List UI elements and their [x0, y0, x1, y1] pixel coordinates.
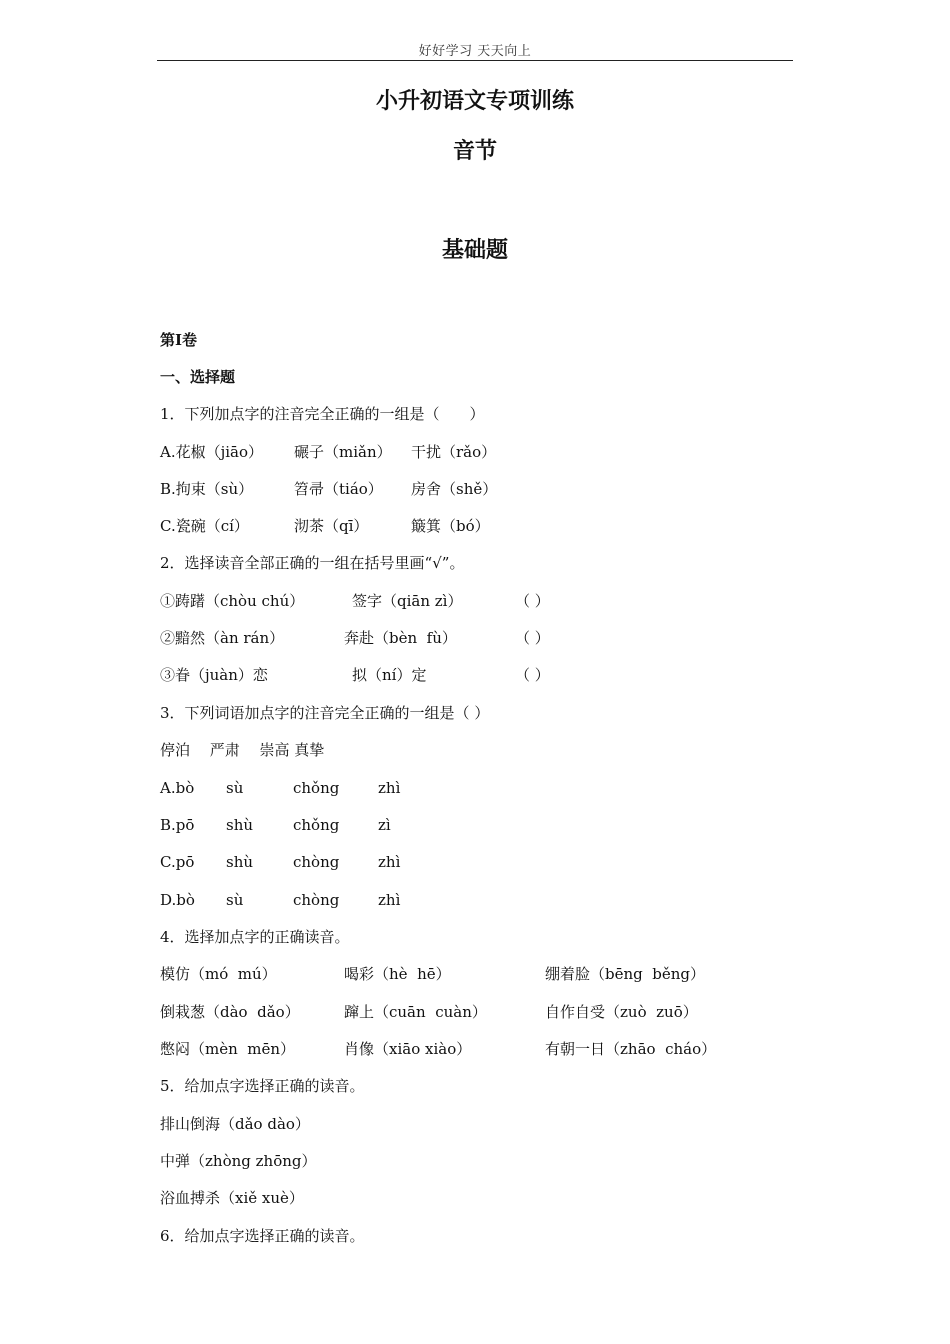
q3-option-a-1: A.bò [160, 779, 195, 797]
q4-r1-c2: 喝彩（hè hē） [344, 965, 451, 983]
q2-row2-word1: ②黯然（àn rán） [160, 629, 285, 647]
q2-stem: 2．选择读音全部正确的一组在括号里画“√”。 [160, 554, 465, 572]
q3-option-c-3: chòng [293, 853, 340, 871]
volume-label: 第Ⅰ卷 [160, 331, 198, 349]
q3-option-a-4: zhì [378, 779, 401, 797]
q4-r2-c3: 自作自受（zuò zuō） [545, 1003, 698, 1021]
q1-option-b-3: 房舍（shě） [411, 480, 498, 498]
q3-words: 停泊 严肃 崇高 真挚 [160, 741, 325, 759]
q3-option-a-2: sù [226, 779, 244, 797]
q2-row3-blank[interactable]: （ ） [515, 666, 550, 684]
q5-item-1: 排山倒海（dǎo dào） [160, 1115, 310, 1133]
q2-row1-word1: ①踌躇（chòu chú） [160, 592, 305, 610]
q4-r3-c2: 肖像（xiāo xiào） [344, 1040, 472, 1058]
q2-row3-word1: ③眷（juàn）恋 [160, 666, 268, 684]
q4-r2-c1: 倒栽葱（dào dǎo） [160, 1003, 300, 1021]
doc-title: 小升初语文专项训练 [375, 88, 574, 114]
q3-stem: 3．下列词语加点字的注音完全正确的一组是（ ） [160, 704, 490, 722]
part-heading: 一、选择题 [160, 368, 236, 386]
q5-item-2: 中弹（zhòng zhōng） [160, 1152, 317, 1170]
q1-option-c-3: 簸箕（bó） [411, 517, 490, 535]
q3-option-c-2: shù [226, 853, 254, 871]
q3-option-d-2: sù [226, 891, 244, 909]
q4-stem: 4．选择加点字的正确读音。 [160, 928, 350, 946]
q1-stem: 1．下列加点字的注音完全正确的一组是（ ） [160, 405, 485, 423]
q3-option-c-4: zhì [378, 853, 401, 871]
q2-row1-blank[interactable]: （ ） [515, 592, 550, 610]
q1-option-a-1: A.花椒（jiāo） [160, 443, 264, 461]
q4-r1-c3: 绷着脸（bēng běng） [545, 965, 706, 983]
q3-option-a-3: chǒng [293, 779, 340, 797]
q3-option-d-4: zhì [378, 891, 401, 909]
q4-r1-c1: 模仿（mó mú） [160, 965, 277, 983]
q3-option-d-1: D.bò [160, 891, 195, 909]
q2-row3-word2: 拟（ní）定 [352, 666, 427, 684]
q1-option-a-2: 碾子（miǎn） [294, 443, 392, 461]
q2-row1-word2: 签字（qiān zì） [352, 592, 463, 610]
q3-option-b-2: shù [226, 816, 254, 834]
header-rule [157, 60, 793, 61]
q3-option-c-1: C.pō [160, 853, 195, 871]
q2-row2-blank[interactable]: （ ） [515, 629, 550, 647]
q1-option-b-2: 笤帚（tiáo） [294, 480, 383, 498]
section-heading: 基础题 [441, 237, 508, 263]
q6-stem: 6．给加点字选择正确的读音。 [160, 1227, 365, 1245]
q5-item-3: 浴血搏杀（xiě xuè） [160, 1189, 304, 1207]
q1-option-c-1: C.瓷碗（cí） [160, 517, 249, 535]
q3-option-d-3: chòng [293, 891, 340, 909]
page-header: 好好学习 天天向上 [418, 44, 532, 59]
q5-stem: 5．给加点字选择正确的读音。 [160, 1077, 365, 1095]
q1-option-a-3: 干扰（rǎo） [411, 443, 497, 461]
q2-row2-word2: 奔赴（bèn fù） [344, 629, 457, 647]
q3-option-b-3: chǒng [293, 816, 340, 834]
q1-option-b-1: B.拘束（sù） [160, 480, 254, 498]
q1-option-c-2: 沏茶（qī） [294, 517, 369, 535]
q3-option-b-1: B.pō [160, 816, 195, 834]
q4-r2-c2: 蹿上（cuān cuàn） [344, 1003, 487, 1021]
doc-subtitle: 音节 [452, 138, 497, 164]
q3-option-b-4: zì [378, 816, 391, 834]
q4-r3-c3: 有朝一日（zhāo cháo） [545, 1040, 717, 1058]
q4-r3-c1: 憋闷（mèn mēn） [160, 1040, 296, 1058]
